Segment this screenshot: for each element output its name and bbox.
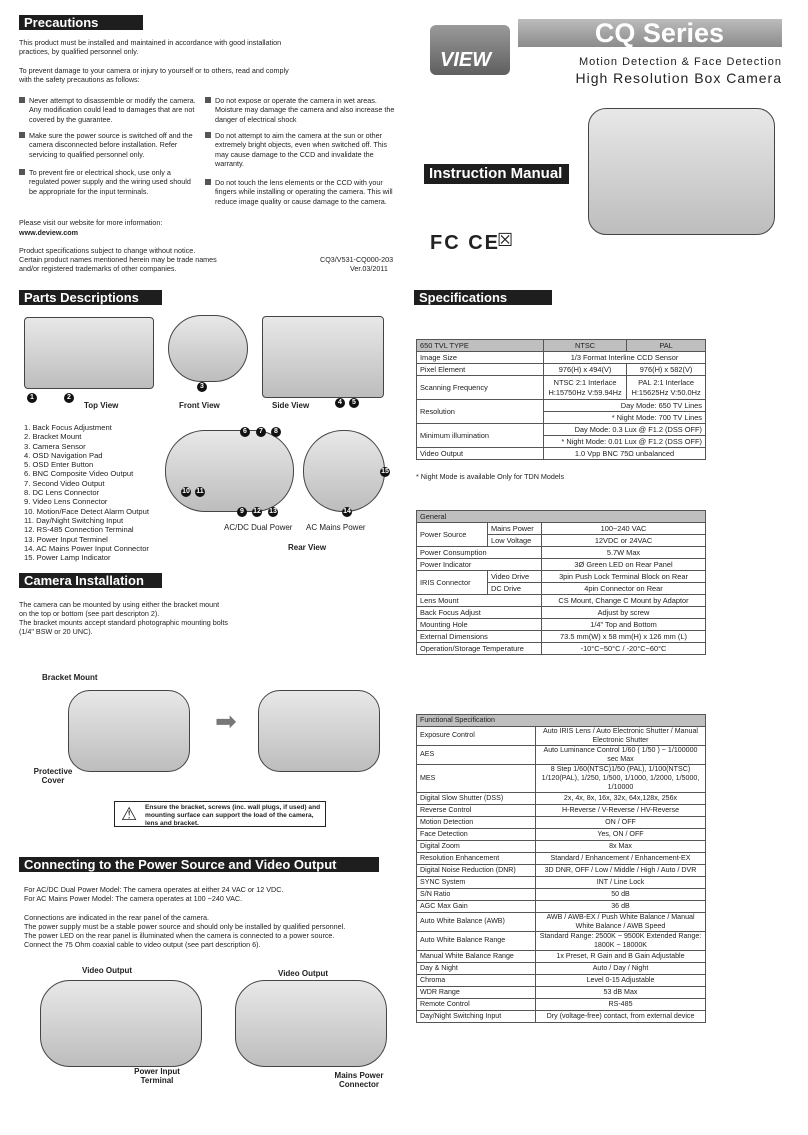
- table-cell: 53 dB Max: [536, 987, 706, 999]
- table-row: [417, 901, 706, 913]
- table-row: [417, 841, 706, 853]
- power-connection-image-right: [235, 980, 387, 1067]
- installation-image-after: [258, 690, 380, 772]
- table-cell: DC Drive: [488, 583, 542, 595]
- table-row: [417, 913, 706, 932]
- part-number: 6: [240, 427, 250, 437]
- front-view-image: [168, 315, 248, 382]
- table-row: [417, 999, 706, 1011]
- front-view-label: Front View: [179, 401, 220, 410]
- list-item: 6. BNC Composite Video Output: [24, 469, 134, 479]
- list-item: 1. Back Focus Adjustment: [24, 423, 112, 432]
- table-cell: Digital Slow Shutter (DSS): [417, 793, 536, 805]
- table-row: [417, 523, 706, 535]
- installation-header: Camera Installation: [19, 573, 162, 588]
- table-row: [417, 975, 706, 987]
- table-cell: Back Focus Adjust: [417, 607, 542, 619]
- table-cell: RS-485: [536, 999, 706, 1011]
- installation-text-1: The camera can be mounted by using either the bracket mount on the top or bottom (see part descripton 2).: [19, 600, 220, 619]
- table-cell: ON / OFF: [536, 817, 706, 829]
- table-cell: Resolution: [417, 400, 544, 424]
- power-text-5: The power LED on the rear panel is illuminated when the camera is connected to a power source.: [24, 931, 335, 940]
- list-item: 10. Motion/Face Detect Alarm Output: [24, 506, 149, 516]
- product-name: High Resolution Box Camera: [575, 70, 782, 86]
- bullet-icon: [19, 97, 25, 103]
- table-row: [417, 1011, 706, 1023]
- table-row: [417, 963, 706, 975]
- video-output-label: Video Output: [278, 969, 329, 978]
- table-cell: Auto White Balance Range: [417, 932, 536, 951]
- list-item: 7. Second Video Output: [24, 478, 105, 488]
- table-cell: INT / Line Lock: [536, 877, 706, 889]
- parts-list: [24, 423, 149, 562]
- specifications-header: Specifications: [414, 290, 552, 305]
- table-cell: External Dimensions: [417, 631, 542, 643]
- table-row: [417, 511, 706, 523]
- table-cell: Power Indicator: [417, 559, 542, 571]
- acdc-power-label: AC/DC Dual Power: [224, 523, 293, 532]
- table-cell: Level 0-15 Adjustable: [536, 975, 706, 987]
- part-number: 3: [197, 382, 207, 392]
- table-cell: Motion Detection: [417, 817, 536, 829]
- rear-view-acdc-image: [165, 430, 294, 512]
- table-cell: Day Mode: 0.3 Lux @ F1.2 (DSS OFF): [544, 424, 706, 436]
- list-item: 8. DC Lens Connector: [24, 488, 100, 498]
- table-cell: Adjust by screw: [542, 607, 706, 619]
- table-cell: Remote Control: [417, 999, 536, 1011]
- part-number: 8: [271, 427, 281, 437]
- table-cell: Digital Noise Reduction (DNR): [417, 865, 536, 877]
- power-connection-image-left: [40, 980, 202, 1067]
- table-header-general: General: [417, 511, 706, 523]
- table-cell: 1.0 Vpp BNC 75Ω unbalanced: [544, 448, 706, 460]
- table-row: [417, 424, 706, 436]
- table-cell: Manual White Balance Range: [417, 951, 536, 963]
- list-item: 2. Bracket Mount: [24, 432, 82, 442]
- table-cell: AES: [417, 746, 536, 765]
- table-cell: Digital Zoom: [417, 841, 536, 853]
- table-cell: Auto Luminance Control 1/60 ( 1/50 ) ~ 1/100000 sec Max: [536, 746, 706, 765]
- top-view-label: Top View: [84, 401, 119, 410]
- table-row: [417, 364, 706, 376]
- table-cell: H-Reverse / V-Reverse / HV-Reverse: [536, 805, 706, 817]
- table-row: [417, 877, 706, 889]
- table-cell: 2x, 4x, 8x, 16x, 32x, 64x,128x, 256x: [536, 793, 706, 805]
- table-cell: Low Voltage: [488, 535, 542, 547]
- table-row: [417, 400, 706, 412]
- table-cell: Dry (voltage-free) contact, from external device: [536, 1011, 706, 1023]
- table-cell: -10°C~50°C / -20°C~60°C: [542, 643, 706, 655]
- table-cell: 976(H) x 582(V): [627, 364, 706, 376]
- table-cell: MES: [417, 765, 536, 793]
- table-cell: Video Output: [417, 448, 544, 460]
- precautions-intro-2: To prevent damage to your camera or injury to yourself or to others, read and comply with the safety precautions as follows:: [19, 66, 289, 85]
- series-subtitle: Motion Detection & Face Detection: [579, 56, 782, 68]
- table-cell: Video Drive: [488, 571, 542, 583]
- table-cell: PAL 2:1 Interlace H:15625Hz V:50.0Hz: [627, 376, 706, 400]
- table-cell: NTSC 2:1 Interlace H:15750Hz V:59.94Hz: [544, 376, 627, 400]
- part-number: 1: [27, 393, 37, 403]
- table-cell: 3Ø Green LED on Rear Panel: [542, 559, 706, 571]
- table-cell: Auto White Balance (AWB): [417, 913, 536, 932]
- side-view-image: [262, 316, 384, 398]
- spec-table-main: [416, 339, 706, 460]
- table-row: [417, 817, 706, 829]
- instruction-manual-header: Instruction Manual: [424, 164, 569, 184]
- part-number: 10: [182, 488, 190, 495]
- part-number: 4: [335, 398, 345, 408]
- table-cell: PAL: [627, 340, 706, 352]
- table-cell: 73.5 mm(W) x 58 mm(H) x 126 mm (L): [542, 631, 706, 643]
- part-number: 2: [64, 393, 74, 403]
- bullet-icon: [19, 132, 25, 138]
- table-row: [417, 865, 706, 877]
- rear-view-ac-image: [303, 430, 385, 512]
- table-cell: Mounting Hole: [417, 619, 542, 631]
- list-item: 5. OSD Enter Button: [24, 460, 94, 470]
- camera-hero-image: [588, 108, 775, 235]
- table-cell: Minimum illumination: [417, 424, 544, 448]
- table-cell: Power Consumption: [417, 547, 542, 559]
- table-row: [417, 793, 706, 805]
- bullet-icon: [205, 179, 211, 185]
- table-cell: * Night Mode: 700 TV Lines: [544, 412, 706, 424]
- table-row: [417, 340, 706, 352]
- part-number: 9: [237, 507, 247, 517]
- night-mode-note: * Night Mode is available Only for TDN Models: [416, 472, 565, 481]
- doc-version: Ver.03/2011: [350, 264, 388, 273]
- series-title: CQ Series: [594, 18, 724, 48]
- table-row: [417, 607, 706, 619]
- table-row: [417, 448, 706, 460]
- table-row: [417, 829, 706, 841]
- precaution-item: Make sure the power source is switched off and the camera disconnected before installation. Refer servicing to qualified personnel only.: [19, 131, 199, 159]
- table-cell: 8 Step 1/60(NTSC)1/50 (PAL), 1/100(NTSC) 1/120(PAL), 1/250, 1/500, 1/1000, 1/2000, 1/5000, 1/10000: [536, 765, 706, 793]
- series-title-bar: [518, 19, 782, 47]
- table-row: [417, 889, 706, 901]
- table-cell: * Night Mode: 0.01 Lux @ F1.2 (DSS OFF): [544, 436, 706, 448]
- logo-text: VIEW: [440, 49, 492, 71]
- part-number: 11: [196, 488, 204, 495]
- table-cell: 1x Preset, R Gain and B Gain Adjustable: [536, 951, 706, 963]
- table-cell: Yes, ON / OFF: [536, 829, 706, 841]
- mains-power-connector-label: Mains Power Connector: [334, 1071, 384, 1089]
- installation-text-2: The bracket mounts accept standard photographic mounting bolts (1/4" BSW or 20 UNC).: [19, 618, 228, 637]
- table-row: [417, 932, 706, 951]
- installation-image-before: [68, 690, 190, 772]
- table-cell: 3D DNR, OFF / Low / Middle / High / Auto / DVR: [536, 865, 706, 877]
- table-cell: Pixel Element: [417, 364, 544, 376]
- bullet-icon: [19, 169, 25, 175]
- table-row: [417, 376, 706, 400]
- table-cell: 650 TVL TYPE: [417, 340, 544, 352]
- table-cell: 1/4" Top and Bottom: [542, 619, 706, 631]
- precaution-item: To prevent fire or electrical shock, use only a regulated power supply and the wiring used should be appropriate for the input terminals.: [19, 168, 199, 196]
- disclaimer-1: Product specifications subject to change without notice.: [19, 246, 196, 255]
- table-cell: AWB / AWB-EX / Push White Balance / Manual White Balance / AWB Speed: [536, 913, 706, 932]
- table-cell: 100~240 VAC: [542, 523, 706, 535]
- part-number: 7: [256, 427, 266, 437]
- side-view-label: Side View: [272, 401, 310, 410]
- table-cell: Reverse Control: [417, 805, 536, 817]
- table-cell: Image Size: [417, 352, 544, 364]
- power-text-6: Connect the 75 Ohm coaxial cable to video output (see part description 6).: [24, 940, 261, 949]
- precautions-intro-1: This product must be installed and maintained in accordance with good installation practices, by qualified personnel only.: [19, 38, 282, 57]
- ac-power-label: AC Mains Power: [306, 523, 366, 532]
- table-header-functional: Functional Specification: [417, 715, 706, 727]
- list-item: 4. OSD Navigation Pad: [24, 450, 103, 460]
- table-cell: Resolution Enhancement: [417, 853, 536, 865]
- list-item: 11. Day/Night Switching Input: [24, 515, 124, 525]
- list-item: 14. AC Mains Power Input Connector: [24, 543, 149, 553]
- part-number: 13: [269, 508, 277, 515]
- precaution-item: Do not touch the lens elements or the CCD with your fingers while installing or operating the camera. This will reduce image quality or cause damage to the camera.: [205, 178, 395, 206]
- table-row: [417, 595, 706, 607]
- table-row: [417, 746, 706, 765]
- table-cell: Standard Range: 2500K ~ 9500K Extended Range: 1800K ~ 18000K: [536, 932, 706, 951]
- table-cell: WDR Range: [417, 987, 536, 999]
- table-row: [417, 765, 706, 793]
- table-row: [417, 715, 706, 727]
- rear-view-label: Rear View: [288, 543, 327, 552]
- list-item: 13. Power Input Terminel: [24, 534, 108, 544]
- table-cell: 12VDC or 24VAC: [542, 535, 706, 547]
- table-cell: Scanning Frequency: [417, 376, 544, 400]
- spec-table-general: [416, 510, 706, 655]
- table-cell: 36 dB: [536, 901, 706, 913]
- precaution-item: Do not attempt to aim the camera at the sun or other extremely bright objects, even when switched off. This may cause damage to the CCD and invalidate the warranty.: [205, 131, 395, 168]
- power-text-1: For AC/DC Dual Power Model: The camera operates at either 24 VAC or 12 VDC.: [24, 885, 284, 894]
- list-item: 3. Camera Sensor: [24, 441, 86, 451]
- warning-box: [114, 801, 326, 827]
- part-number: 14: [343, 508, 351, 515]
- table-row: [417, 805, 706, 817]
- table-cell: SYNC System: [417, 877, 536, 889]
- bullet-icon: [205, 97, 211, 103]
- protective-cover-label: Protective Cover: [33, 767, 73, 785]
- website-text: Please visit our website for more information:: [19, 218, 163, 227]
- power-input-terminal-label: Power Input Terminal: [134, 1067, 180, 1085]
- warning-text: Ensure the bracket, screws (inc. wall plugs, if used) and mounting surface can support the load of the camera, lens and bracket.: [145, 804, 321, 827]
- table-row: [417, 951, 706, 963]
- precaution-item: Never attempt to disassemble or modify the camera. Any modification could lead to damages that are not covered by the guarantee.: [19, 96, 199, 124]
- precaution-item: Do not expose or operate the camera in wet areas. Moisture may damage the camera and also increase the danger of electrical shock: [205, 96, 395, 124]
- disclaimer-2: Certain product names mentioned herein may be trade names: [19, 255, 217, 264]
- part-number: 15: [381, 468, 389, 475]
- table-cell: Power Source: [417, 523, 488, 547]
- table-cell: Day/Night Switching Input: [417, 1011, 536, 1023]
- bracket-mount-label: Bracket Mount: [42, 673, 98, 682]
- list-item: 9. Video Lens Connector: [24, 497, 108, 507]
- table-cell: Face Detection: [417, 829, 536, 841]
- part-number: 12: [253, 508, 261, 515]
- table-row: [417, 727, 706, 746]
- part-number: 5: [349, 398, 359, 408]
- table-cell: 8x Max: [536, 841, 706, 853]
- list-item: 15. Power Lamp Indicator: [24, 553, 111, 563]
- table-cell: 5.7W Max: [542, 547, 706, 559]
- table-cell: 976(H) x 494(V): [544, 364, 627, 376]
- power-text-3: Connections are indicated in the rear panel of the camera.: [24, 913, 209, 922]
- table-cell: Operation/Storage Temperature: [417, 643, 542, 655]
- table-row: [417, 631, 706, 643]
- table-cell: Day & Night: [417, 963, 536, 975]
- video-output-label: Video Output: [82, 966, 133, 975]
- warning-icon: ⚠: [121, 804, 138, 824]
- table-row: [417, 547, 706, 559]
- weee-icon: ☒: [497, 230, 514, 250]
- table-cell: 3pin Push Lock Terminal Block on Rear: [542, 571, 706, 583]
- table-cell: Chroma: [417, 975, 536, 987]
- disclaimer-3: and/or registered trademarks of other companies.: [19, 264, 177, 273]
- precautions-header: Precautions: [19, 15, 143, 30]
- table-cell: 1/3 Format Interline CCD Sensor: [544, 352, 706, 364]
- table-cell: 50 dB: [536, 889, 706, 901]
- power-header: Connecting to the Power Source and Video Output: [19, 857, 379, 872]
- table-cell: Auto / Day / Night: [536, 963, 706, 975]
- website-link[interactable]: www.deview.com: [19, 228, 78, 237]
- list-item: 12. RS-485 Connection Terminal: [24, 525, 134, 535]
- table-row: [417, 987, 706, 999]
- certification-marks: FC CE: [430, 232, 500, 254]
- spec-table-functional: [416, 714, 706, 1023]
- brand-logo: [430, 25, 510, 75]
- parts-header: Parts Descriptions: [19, 290, 162, 305]
- table-cell: AGC Max Gain: [417, 901, 536, 913]
- table-cell: NTSC: [544, 340, 627, 352]
- table-cell: Standard / Enhancement / Enhancement-EX: [536, 853, 706, 865]
- table-row: [417, 619, 706, 631]
- table-cell: Auto IRIS Lens / Auto Electronic Shutter / Manual Electronic Shutter: [536, 727, 706, 746]
- table-row: [417, 559, 706, 571]
- table-cell: CS Mount, Change C Mount by Adaptor: [542, 595, 706, 607]
- table-row: [417, 643, 706, 655]
- table-cell: Day Mode: 650 TV Lines: [544, 400, 706, 412]
- power-text-4: The power supply must be a stable power source and should only be installed by qualified personnel.: [24, 922, 346, 931]
- table-cell: IRIS Connector: [417, 571, 488, 595]
- table-cell: Exposure Control: [417, 727, 536, 746]
- table-row: [417, 853, 706, 865]
- power-text-2: For AC Mains Power Model: The camera operates at 100 ~240 VAC.: [24, 894, 243, 903]
- table-cell: 4pin Connector on Rear: [542, 583, 706, 595]
- table-cell: Lens Mount: [417, 595, 542, 607]
- top-view-image: [24, 317, 154, 389]
- bullet-icon: [205, 132, 211, 138]
- table-row: [417, 571, 706, 583]
- doc-code: CQ3/V531-CQ000-203: [320, 255, 394, 264]
- table-cell: Mains Power: [488, 523, 542, 535]
- arrow-right-icon: ➡: [215, 706, 237, 736]
- table-cell: S/N Ratio: [417, 889, 536, 901]
- table-row: [417, 352, 706, 364]
